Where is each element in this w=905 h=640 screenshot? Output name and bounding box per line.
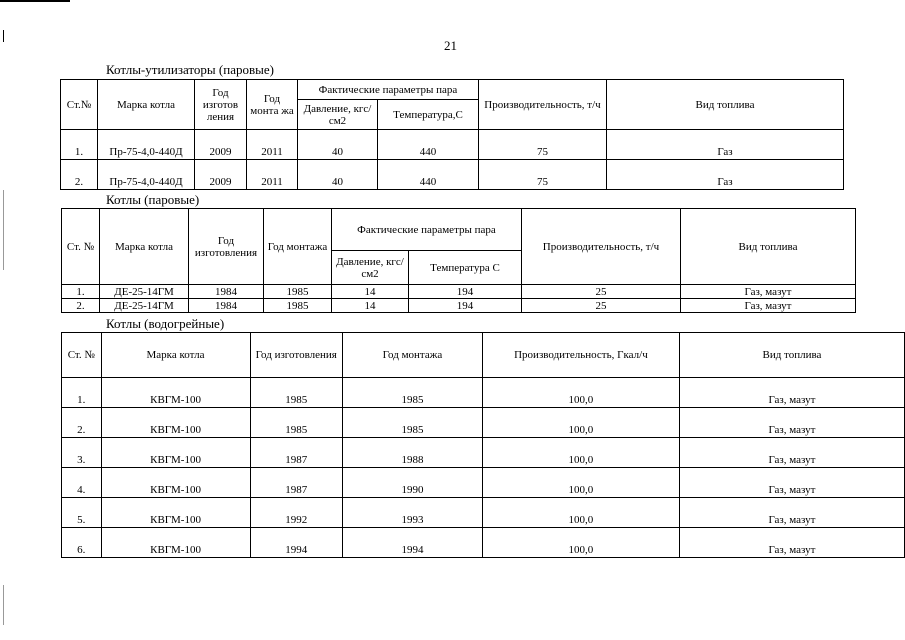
header-year-mount: Год монтажа (342, 333, 482, 378)
cell-brand: КВГМ-100 (101, 468, 250, 498)
scan-edge-mark (3, 190, 4, 270)
cell-fuel: Газ, мазут (679, 408, 904, 438)
header-capacity: Производительность, т/ч (479, 80, 607, 130)
cell-fuel: Газ, мазут (679, 528, 904, 558)
cell-brand: ДЕ-25-14ГМ (100, 285, 189, 299)
cell-year-made: 1987 (250, 468, 342, 498)
table-row (62, 285, 856, 299)
cell-capacity: 25 (522, 299, 681, 313)
cell-year-mount: 2011 (247, 160, 298, 190)
cell-pressure: 40 (298, 130, 378, 160)
scan-edge-mark (0, 0, 70, 2)
cell-temperature: 194 (409, 299, 522, 313)
cell-brand: Пр-75-4,0-440Д (98, 130, 195, 160)
cell-year-made: 1985 (250, 408, 342, 438)
header-temperature: Температура,С (378, 100, 479, 130)
cell-num: 1. (62, 285, 100, 299)
cell-fuel: Газ, мазут (679, 378, 904, 408)
cell-pressure: 14 (332, 285, 409, 299)
cell-fuel: Газ, мазут (679, 438, 904, 468)
cell-temperature: 194 (409, 285, 522, 299)
cell-year-made: 1984 (189, 299, 264, 313)
cell-pressure: 14 (332, 299, 409, 313)
cell-capacity: 100,0 (482, 438, 679, 468)
cell-year-mount: 2011 (247, 130, 298, 160)
cell-fuel: Газ, мазут (679, 468, 904, 498)
table-row (62, 408, 905, 438)
cell-num: 1. (62, 378, 102, 408)
header-brand: Марка котла (101, 333, 250, 378)
cell-num: 2. (61, 160, 98, 190)
cell-year-mount: 1985 (264, 285, 332, 299)
cell-year-mount: 1993 (342, 498, 482, 528)
header-steam-params: Фактические параметры пара (332, 209, 522, 251)
header-pressure: Давление, кгс/см2 (332, 251, 409, 285)
table-steam-boilers (61, 208, 856, 313)
header-fuel: Вид топлива (681, 209, 856, 285)
cell-brand: ДЕ-25-14ГМ (100, 299, 189, 313)
table-row (62, 299, 856, 313)
cell-temperature: 440 (378, 130, 479, 160)
cell-year-made: 1987 (250, 438, 342, 468)
cell-fuel: Газ, мазут (681, 299, 856, 313)
cell-capacity: 75 (479, 160, 607, 190)
cell-brand: КВГМ-100 (101, 378, 250, 408)
cell-num: 3. (62, 438, 102, 468)
table-row (61, 130, 844, 160)
cell-brand: КВГМ-100 (101, 408, 250, 438)
cell-year-mount: 1990 (342, 468, 482, 498)
table-row (62, 438, 905, 468)
table-hot-water-boilers (61, 332, 905, 558)
cell-pressure: 40 (298, 160, 378, 190)
cell-year-mount: 1985 (342, 408, 482, 438)
cell-fuel: Газ, мазут (679, 498, 904, 528)
cell-capacity: 25 (522, 285, 681, 299)
header-year-mount: Год монта жа (247, 80, 298, 130)
scan-edge-mark (3, 30, 4, 42)
cell-capacity: 100,0 (482, 528, 679, 558)
scan-edge-mark (3, 585, 4, 625)
page-number: 21 (444, 38, 457, 53)
table-row (62, 498, 905, 528)
cell-year-made: 2009 (195, 160, 247, 190)
table-row (62, 378, 905, 408)
cell-year-made: 1992 (250, 498, 342, 528)
cell-year-made: 1994 (250, 528, 342, 558)
header-steam-params: Фактические параметры пара (298, 80, 479, 100)
table-row (61, 160, 844, 190)
header-temperature: Температура С (409, 251, 522, 285)
header-num: Ст. № (62, 209, 100, 285)
cell-fuel: Газ (607, 160, 844, 190)
cell-num: 4. (62, 468, 102, 498)
section-title-heat-recovery: Котлы-утилизаторы (паровые) (106, 62, 274, 77)
header-fuel: Вид топлива (607, 80, 844, 130)
table-row (62, 528, 905, 558)
cell-temperature: 440 (378, 160, 479, 190)
header-brand: Марка котла (100, 209, 189, 285)
header-num: Ст. № (62, 333, 102, 378)
header-capacity: Производительность, Гкал/ч (482, 333, 679, 378)
cell-year-mount: 1994 (342, 528, 482, 558)
cell-capacity: 100,0 (482, 498, 679, 528)
cell-year-mount: 1985 (264, 299, 332, 313)
cell-capacity: 75 (479, 130, 607, 160)
header-year-made: Год изготов ления (195, 80, 247, 130)
header-year-mount: Год монтажа (264, 209, 332, 285)
header-year-made: Год изготовления (250, 333, 342, 378)
cell-num: 2. (62, 408, 102, 438)
cell-year-made: 1984 (189, 285, 264, 299)
cell-brand: Пр-75-4,0-440Д (98, 160, 195, 190)
table-heat-recovery-boilers (60, 79, 844, 190)
header-pressure: Давление, кгс/см2 (298, 100, 378, 130)
cell-year-made: 1985 (250, 378, 342, 408)
cell-brand: КВГМ-100 (101, 528, 250, 558)
cell-num: 5. (62, 498, 102, 528)
cell-capacity: 100,0 (482, 408, 679, 438)
header-capacity: Производительность, т/ч (522, 209, 681, 285)
table-row (62, 468, 905, 498)
cell-year-made: 2009 (195, 130, 247, 160)
header-num: Ст.№ (61, 80, 98, 130)
cell-fuel: Газ (607, 130, 844, 160)
cell-num: 1. (61, 130, 98, 160)
cell-year-mount: 1985 (342, 378, 482, 408)
cell-capacity: 100,0 (482, 378, 679, 408)
header-brand: Марка котла (98, 80, 195, 130)
cell-num: 6. (62, 528, 102, 558)
cell-capacity: 100,0 (482, 468, 679, 498)
cell-year-mount: 1988 (342, 438, 482, 468)
header-year-made: Год изготовления (189, 209, 264, 285)
section-title-steam: Котлы (паровые) (106, 192, 200, 207)
cell-num: 2. (62, 299, 100, 313)
cell-brand: КВГМ-100 (101, 498, 250, 528)
section-title-hot-water: Котлы (водогрейные) (106, 316, 225, 331)
cell-fuel: Газ, мазут (681, 285, 856, 299)
cell-brand: КВГМ-100 (101, 438, 250, 468)
header-fuel: Вид топлива (679, 333, 904, 378)
